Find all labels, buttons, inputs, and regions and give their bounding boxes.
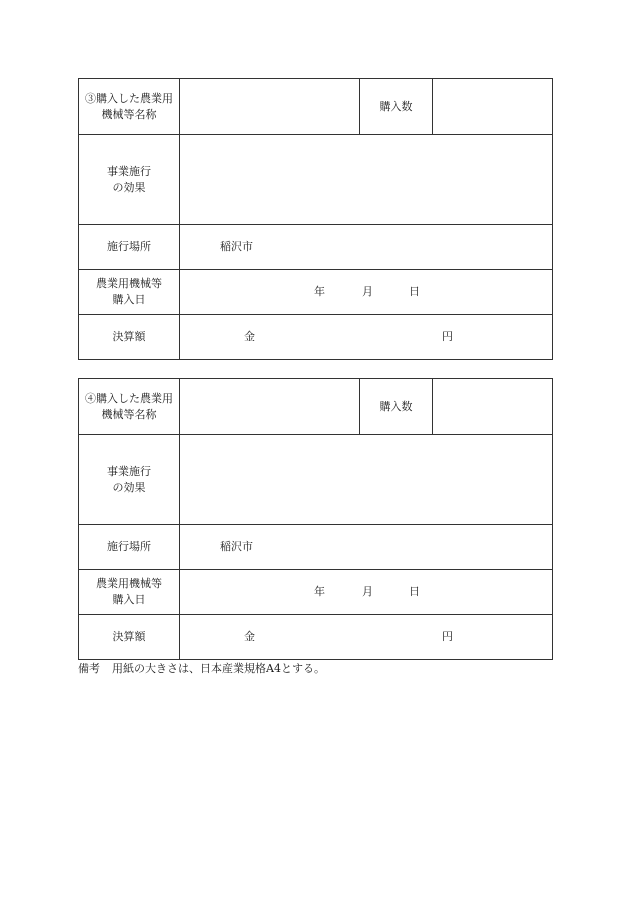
item-name-label xyxy=(79,79,180,135)
day-unit: 日 xyxy=(409,285,420,298)
purchase-date-label xyxy=(79,570,180,615)
amount-label: 決算額 xyxy=(79,315,180,360)
year-unit: 年 xyxy=(314,585,325,598)
remarks-label: 備考 xyxy=(78,662,100,675)
remarks-text: 用紙の大きさは、日本産業規格A4とする。 xyxy=(112,662,325,675)
quantity-field[interactable] xyxy=(433,79,553,135)
quantity-label: 購入数 xyxy=(360,379,433,435)
effect-label xyxy=(79,135,180,225)
purchase-date-label-line2: 購入日 xyxy=(112,293,146,306)
purchase-date-label-line1: 農業用機械等 xyxy=(96,577,162,590)
location-label: 施行場所 xyxy=(79,225,180,270)
amount-row xyxy=(79,615,553,660)
year-unit: 年 xyxy=(314,285,325,298)
item-name-label-line1: ③購入した農業用 xyxy=(85,91,173,105)
remarks-note xyxy=(78,660,325,676)
effect-field[interactable] xyxy=(180,135,553,225)
month-unit: 月 xyxy=(362,585,373,598)
amount-prefix: 金 xyxy=(244,330,255,343)
purchase-date-label xyxy=(79,270,180,315)
location-row xyxy=(79,225,553,270)
amount-prefix: 金 xyxy=(244,630,255,643)
amount-field[interactable] xyxy=(180,615,553,660)
day-unit: 日 xyxy=(409,585,420,598)
item-name-row xyxy=(79,379,553,435)
purchase-date-field[interactable] xyxy=(180,270,553,315)
item-name-label xyxy=(79,379,180,435)
effect-row xyxy=(79,435,553,525)
purchase-form-3 xyxy=(78,78,553,360)
effect-label-line2: の効果 xyxy=(112,180,146,194)
effect-label-line1: 事業施行 xyxy=(107,464,151,478)
effect-label-line2: の効果 xyxy=(112,480,146,494)
location-label: 施行場所 xyxy=(79,525,180,570)
location-field[interactable] xyxy=(180,525,553,570)
item-name-field[interactable] xyxy=(180,379,360,435)
purchase-date-label-line2: 購入日 xyxy=(112,593,146,606)
item-name-label-line1: ④購入した農業用 xyxy=(85,391,173,405)
effect-row xyxy=(79,135,553,225)
amount-field[interactable] xyxy=(180,315,553,360)
amount-unit: 円 xyxy=(442,330,453,343)
item-name-label-line2: 機械等名称 xyxy=(101,107,157,121)
month-unit: 月 xyxy=(362,285,373,298)
purchase-date-row xyxy=(79,570,553,615)
location-row xyxy=(79,525,553,570)
quantity-field[interactable] xyxy=(433,379,553,435)
purchase-date-field[interactable] xyxy=(180,570,553,615)
effect-label-line1: 事業施行 xyxy=(107,164,151,178)
purchase-date-label-line1: 農業用機械等 xyxy=(96,277,162,290)
location-field[interactable] xyxy=(180,225,553,270)
quantity-label: 購入数 xyxy=(360,79,433,135)
item-name-row xyxy=(79,79,553,135)
location-value: 稲沢市 xyxy=(220,240,253,253)
item-name-field[interactable] xyxy=(180,79,360,135)
item-name-label-line2: 機械等名称 xyxy=(101,407,157,421)
location-value: 稲沢市 xyxy=(220,540,253,553)
effect-label xyxy=(79,435,180,525)
amount-label: 決算額 xyxy=(79,615,180,660)
amount-unit: 円 xyxy=(442,630,453,643)
effect-field[interactable] xyxy=(180,435,553,525)
purchase-date-row xyxy=(79,270,553,315)
amount-row xyxy=(79,315,553,360)
purchase-form-4 xyxy=(78,378,553,660)
